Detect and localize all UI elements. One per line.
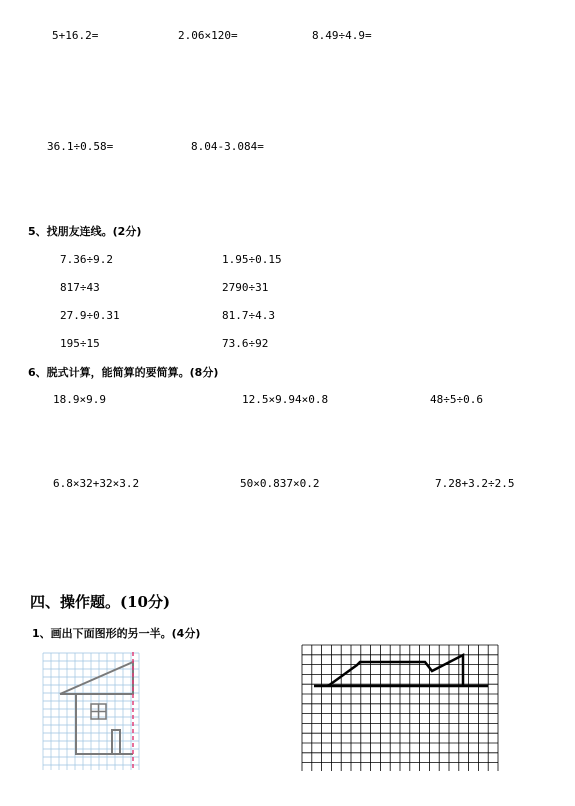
match-right-item: 1.95÷0.15 (222, 253, 282, 266)
match-left-item: 195÷15 (60, 337, 100, 350)
calc-expression: 8.04-3.084= (191, 140, 264, 153)
house-outline (60, 662, 133, 754)
match-right-item: 2790÷31 (222, 281, 269, 294)
calc-expression: 36.1÷0.58= (47, 140, 114, 153)
calc-expression: 8.49÷4.9= (312, 29, 372, 42)
match-right-item: 81.7÷4.3 (222, 309, 275, 322)
match-left-item: 7.36÷9.2 (60, 253, 113, 266)
match-left-item: 817÷43 (60, 281, 100, 294)
q6-heading: 6、脱式计算，能简算的要简算。(8分) (28, 366, 219, 379)
calc-expression: 6.8×32+32×3.2 (53, 477, 140, 490)
q5-heading: 5、找朋友连线。(2分) (28, 225, 142, 238)
house-half-figure (40, 650, 140, 772)
dark-grid (302, 645, 498, 771)
calc-expression: 50×0.837×0.2 (240, 477, 320, 490)
q1-heading: 1、画出下面图形的另一半。(4分) (32, 627, 201, 640)
shape-half-figure (300, 643, 502, 773)
calc-expression: 12.5×9.94×0.8 (242, 393, 329, 406)
calc-expression: 48÷5÷0.6 (430, 393, 483, 406)
calc-expression: 18.9×9.9 (53, 393, 106, 406)
calc-expression: 7.28+3.2÷2.5 (435, 477, 515, 490)
calc-expression: 2.06×120= (178, 29, 238, 42)
match-left-item: 27.9÷0.31 (60, 309, 120, 322)
match-right-item: 73.6÷92 (222, 337, 269, 350)
section-title: 四、操作题。(10分) (30, 593, 171, 611)
shape-outline (314, 655, 488, 686)
calc-expression: 5+16.2= (52, 29, 99, 42)
